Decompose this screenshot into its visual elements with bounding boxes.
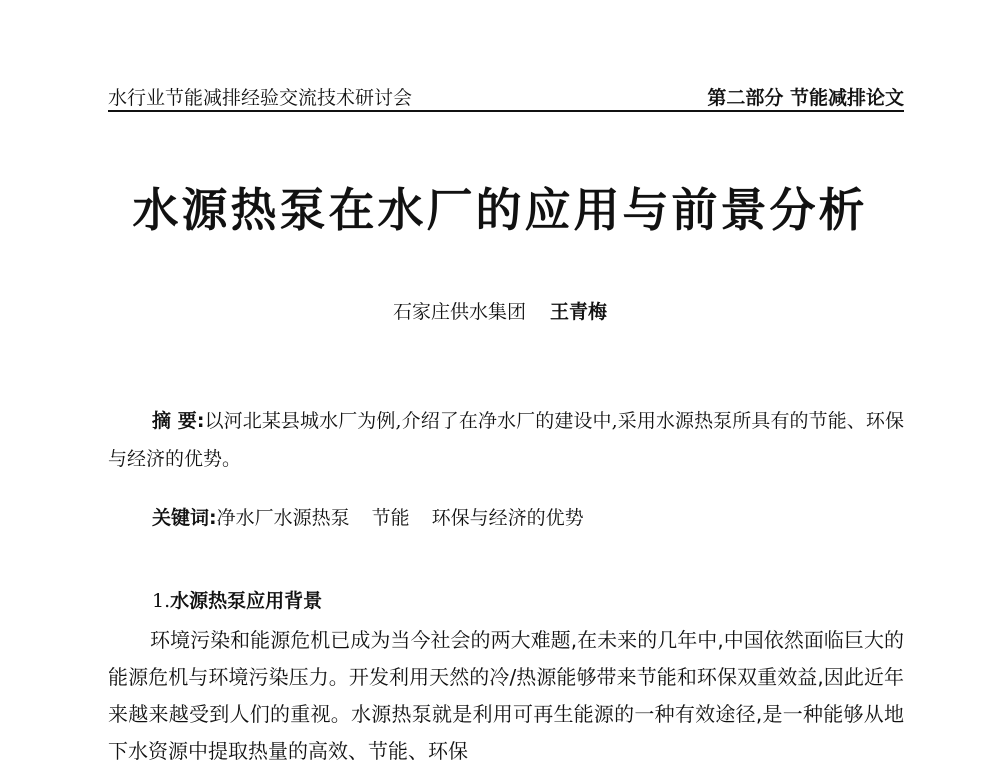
keyword-item: 节能 xyxy=(371,507,410,529)
abstract xyxy=(108,402,904,478)
header-section-title: 第二部分 节能减排论文 xyxy=(707,87,904,109)
body-paragraph: 环境污染和能源危机已成为当今社会的两大难题,在未来的几年中,中国依然面临巨大的能源危机与环境污染压力。开发利用天然的冷/热源能够带来节能和环保双重效益,因此近年来越来越受到人们的重视。水源热泵就是利用可再生能源的一种有效途径,是一种能够从地下水资源中提取热量的高效、节能、环保 xyxy=(108,628,904,760)
byline xyxy=(0,298,1000,326)
abstract-text: 以河北某县城水厂为例,介绍了在净水厂的建设中,采用水源热泵所具有的节能、环保与经济的优势。 xyxy=(108,410,904,470)
author-name: 王青梅 xyxy=(550,301,608,323)
keywords-label: 关键词: xyxy=(152,507,217,529)
section-heading xyxy=(152,586,322,616)
keyword-item: 环保与经济的优势 xyxy=(431,507,584,529)
abstract-label: 摘 要: xyxy=(152,410,205,432)
section-title: 水源热泵应用背景 xyxy=(170,590,323,612)
section-number: 1. xyxy=(152,590,171,612)
author-affiliation: 石家庄供水集团 xyxy=(392,301,526,323)
running-header xyxy=(108,84,904,112)
paper-title: 水源热泵在水厂的应用与前景分析 xyxy=(132,183,868,237)
keywords xyxy=(152,503,904,533)
header-conference-title: 水行业节能减排经验交流技术研讨会 xyxy=(108,87,413,109)
keyword-item: 净水厂水源热泵 xyxy=(216,507,350,529)
